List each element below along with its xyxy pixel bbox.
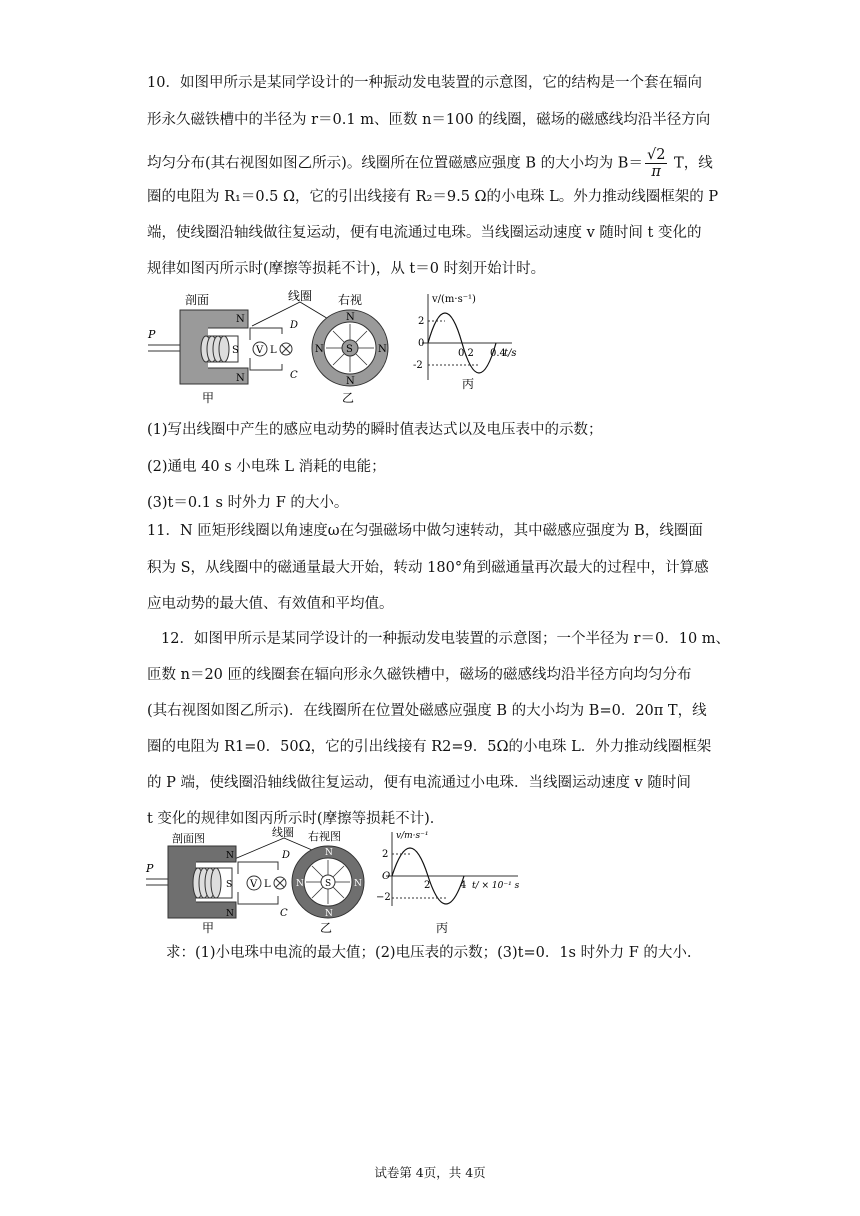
- q10-line-6: 规律如图丙所示时(摩擦等损耗不计)，从 t＝0 时刻开始计时。: [147, 261, 546, 277]
- q11-line-1: 11．N 匝矩形线圈以角速度ω在匀强磁场中做匀速转动，其中磁感应强度为 B，线圈面: [147, 523, 703, 539]
- formula-denominator: π: [651, 164, 661, 180]
- q10-line-4: 圈的电阻为 R₁＝0.5 Ω，它的引出线接有 R₂＝9.5 Ω的小电珠 L。外力推动线圈框架的 P: [147, 189, 719, 205]
- q10-n-top: N: [236, 314, 245, 325]
- q10-line-3-text: 均匀分布(其右视图如图乙所示)。线圈所在位置磁感应强度 B 的大小均为 B＝: [147, 155, 643, 172]
- q12-graph-xlabel: t/ × 10⁻¹ s: [472, 881, 520, 891]
- q10-sub2: (2)通电 40 s 小电珠 L 消耗的电能；: [147, 459, 386, 475]
- q10-graph-tick-0: 0: [418, 338, 425, 349]
- q12-graph-x1: 2: [424, 880, 431, 891]
- q12-graph-tick-2: 2: [382, 849, 389, 860]
- q12-yi-n-bottom: N: [325, 909, 333, 919]
- q12-yi-n-right: N: [354, 879, 362, 889]
- q12-p-label: P: [146, 862, 154, 875]
- q12-right-view-label: 右视图: [308, 830, 341, 843]
- q10-right-view-label: 右视: [338, 293, 363, 307]
- q12-d-label: D: [282, 850, 291, 861]
- q10-c-label: C: [290, 370, 298, 381]
- q10-section-label: 剖面: [185, 293, 210, 307]
- q12-line-4: 圈的电阻为 R1=0．50Ω，它的引出线接有 R2=9．5Ω的小电珠 L．外力推动线圈框架: [147, 739, 712, 755]
- q12-figure: [140, 826, 540, 936]
- q12-graph-x2: 4: [460, 880, 467, 891]
- q10-sub1: (1)写出线圈中产生的感应电动势的瞬时值表达式以及电压表中的示数；: [147, 422, 603, 438]
- q10-graph-xlabel: t/s: [504, 348, 517, 359]
- q10-d-label: D: [290, 320, 299, 331]
- q12-jia-label: 甲: [202, 921, 215, 935]
- q10-line-5: 端，使线圈沿轴线做往复运动，便有电流通过电珠。当线圈运动速度 v 随时间 t 变化的: [147, 225, 702, 241]
- q10-n-bottom: N: [236, 373, 245, 384]
- q10-fig-bing: [413, 294, 517, 391]
- q12-line-1: 12．如图甲所示是某同学设计的一种振动发电装置的示意图；一个半径为 r＝0．10 m、: [161, 631, 731, 647]
- q10-bing-label: 丙: [462, 377, 475, 391]
- q12-yi-n-top: N: [325, 848, 333, 858]
- page-footer: 试卷第 4页，共 4页: [374, 1165, 486, 1180]
- q10-graph-ylabel: v/(m·s⁻¹): [432, 294, 476, 305]
- q12-coil-label: 线圈: [272, 826, 294, 839]
- q12-voltmeter-label: V: [250, 879, 258, 890]
- q12-bing-label: 丙: [436, 921, 449, 935]
- q11-line-3: 应电动势的最大值、有效值和平均值。: [147, 596, 394, 612]
- q10-coil-label: 线圈: [288, 289, 313, 303]
- q12-line-2: 匝数 n＝20 匝的线圈套在辐向形永久磁铁槽中，磁场的磁感线均沿半径方向均匀分布: [147, 667, 692, 683]
- q12-c-label: C: [280, 908, 288, 919]
- q10-figure: [140, 288, 540, 408]
- q12-yi-label: 乙: [320, 921, 333, 935]
- formula-fraction: [645, 147, 667, 180]
- q12-ask: 求：(1)小电珠中电流的最大值；(2)电压表的示数；(3)t=0．1s 时外力 F 的大小.: [166, 945, 692, 961]
- q11-line-2: 积为 S，从线圈中的磁通量最大开始，转动 180°角到磁通量再次最大的过程中，计算感: [147, 560, 709, 576]
- q10-fig-jia: [147, 288, 340, 405]
- q10-line-2: 形永久磁铁槽中的半径为 r＝0.1 m、匝数 n＝100 的线圈，磁场的磁感线均沿半径方向: [147, 112, 711, 128]
- q12-yi-n-left: N: [296, 879, 304, 889]
- q12-line-5: 的 P 端，使线圈沿轴线做往复运动，便有电流通过小电珠．当线圈运动速度 v 随时间: [147, 775, 691, 791]
- q12-fig-bing: [376, 831, 520, 935]
- q12-graph-tick-neg2: −2: [376, 892, 391, 903]
- q12-graph-ylabel: v/m·s⁻¹: [396, 831, 429, 841]
- q10-sub3: (3)t＝0.1 s 时外力 F 的大小。: [147, 495, 349, 511]
- q10-yi-n-bottom: N: [346, 376, 355, 387]
- q10-fig-yi: [312, 293, 388, 405]
- q12-n-top: N: [226, 851, 234, 861]
- q10-jia-label: 甲: [202, 391, 215, 405]
- q12-yi-s: S: [325, 879, 332, 889]
- q10-yi-n-left: N: [315, 344, 324, 355]
- q10-yi-label: 乙: [342, 391, 355, 405]
- q10-s-label: S: [232, 345, 239, 356]
- q12-n-bottom: N: [226, 909, 234, 919]
- q12-line-6: t 变化的规律如图丙所示时(摩擦等损耗不计)．: [147, 811, 445, 827]
- q12-lamp-label: L: [264, 879, 271, 890]
- q12-s-label: S: [226, 880, 233, 890]
- q10-p-label: P: [148, 328, 156, 341]
- q10-line-3: [147, 147, 713, 180]
- q10-graph-tick-2: 2: [418, 316, 425, 327]
- q10-yi-n-top: N: [346, 312, 355, 323]
- q10-line-1: 10．如图甲所示是某同学设计的一种振动发电装置的示意图，它的结构是一个套在辐向: [147, 75, 702, 91]
- q10-lamp-label: L: [270, 345, 277, 356]
- q10-graph-x2: 0.4: [490, 348, 506, 359]
- q10-yi-n-right: N: [378, 344, 387, 355]
- q12-section-label: 剖面图: [172, 832, 205, 845]
- q12-graph-tick-0: O: [382, 871, 391, 882]
- q10-voltmeter-label: V: [256, 345, 264, 356]
- formula-tail: T，线: [669, 155, 713, 172]
- q12-line-3: (其右视图如图乙所示)．在线圈所在位置处磁感应强度 B 的大小均为 B=0．20π T，线: [147, 703, 707, 719]
- q10-yi-s: S: [346, 344, 353, 355]
- q10-graph-tick-neg2: -2: [413, 360, 423, 371]
- q10-graph-x1: 0.2: [458, 348, 474, 359]
- formula-numerator: √2: [646, 147, 666, 163]
